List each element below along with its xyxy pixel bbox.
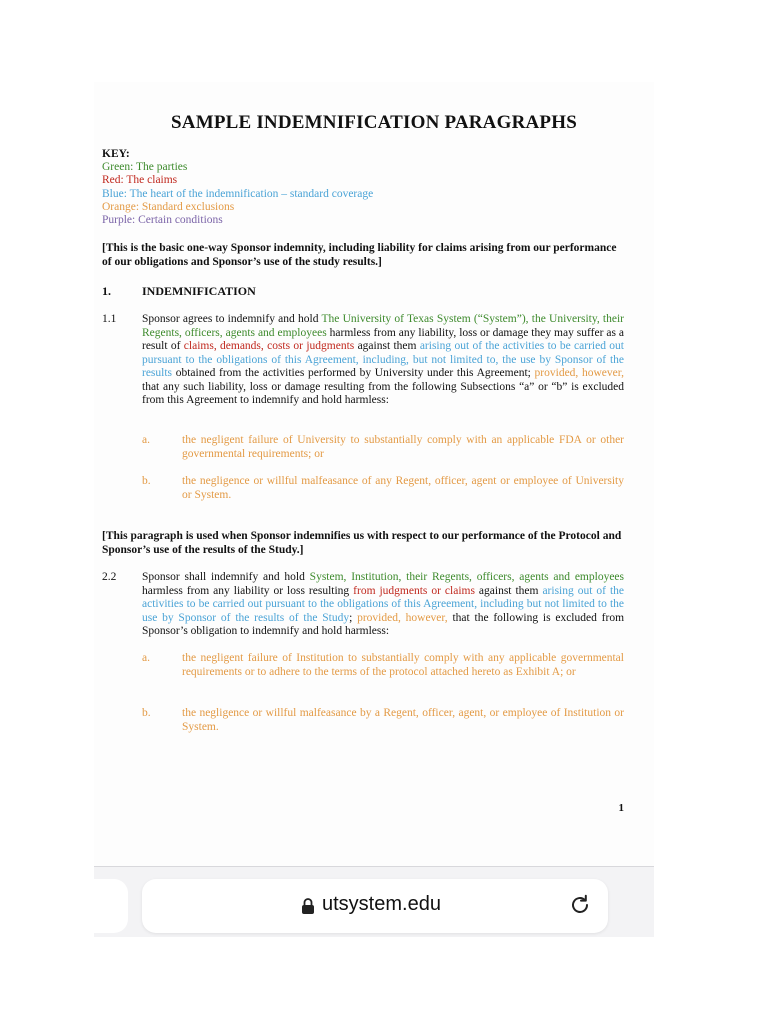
- lock-icon: [301, 897, 315, 915]
- paragraph-number: 1.1: [102, 313, 117, 325]
- subsection-text: the negligent failure of University to substantially comply with an applicable FDA or other governmental requirements; or: [182, 434, 624, 460]
- key-blue: Blue: The heart of the indemnification – standard coverage: [102, 187, 374, 200]
- paragraph-number: 2.2: [102, 571, 117, 583]
- exclusion-text: provided, however,: [357, 611, 448, 624]
- subsection-letter: b.: [142, 707, 151, 719]
- section-title: INDEMNIFICATION: [142, 284, 256, 298]
- previous-tab-stub[interactable]: [94, 879, 128, 933]
- paragraph-2-2: [102, 571, 624, 639]
- subsection-letter: a.: [142, 652, 150, 664]
- subsection-2-2-a: [142, 652, 624, 679]
- claims-text: claims, demands, costs or judgments: [183, 340, 355, 352]
- key-label: KEY:: [102, 148, 130, 160]
- section-number: 1.: [102, 284, 111, 298]
- note-one-way-indemnity: [This is the basic one-way Sponsor indemnity, including liability for claims arising from our performance of our obligations and Sponsor’s use of the study results.]: [102, 242, 617, 268]
- subsection-1-1-b: [142, 475, 624, 502]
- text-segment: that any such liability, loss or damage resulting from the following Subsections “a” or “b” is excluded from this Agreement to indemnify and hold harmless:: [142, 380, 624, 406]
- url-text: utsystem.edu: [322, 893, 441, 915]
- document-page: [94, 82, 654, 868]
- text-segment: harmless from any liability or loss resulting: [142, 584, 354, 597]
- document-title: SAMPLE INDEMNIFICATION PARAGRAPHS: [171, 112, 577, 133]
- text-segment: ;: [349, 611, 358, 624]
- subsection-letter: a.: [142, 434, 150, 446]
- exclusion-text: provided, however,: [534, 367, 624, 379]
- page-number: 1: [618, 802, 624, 814]
- key-red: Red: The claims: [102, 174, 178, 187]
- address-bar[interactable]: [142, 879, 608, 933]
- subsection-1-1-a: [142, 434, 624, 461]
- text-segment: Sponsor agrees to indemnify and hold: [142, 313, 322, 325]
- browser-toolbar: [94, 866, 654, 937]
- paragraph-1-1: [102, 313, 624, 408]
- coverage-text: arising out of the activities to be carried out pursuant to the obligations of this Agreement, including, but not limited to, the use by Sponsor of the results: [142, 340, 624, 379]
- section-heading: [102, 284, 256, 299]
- text-segment: Sponsor shall indemnify and hold: [142, 571, 310, 583]
- key-orange: Orange: Standard exclusions: [102, 200, 235, 213]
- subsection-text: the negligence or willful malfeasance of any Regent, officer, agent or employee of University or System.: [182, 475, 624, 501]
- note-protocol-indemnity: [This paragraph is used when Sponsor indemnifies us with respect to our performance of the Protocol and Sponsor’s use of the results of the Study.]: [102, 530, 622, 556]
- color-key: [102, 148, 373, 227]
- text-segment: harmless from any liability, loss or damage they may suffer as a result of: [142, 326, 624, 352]
- parties-text: The University of Texas System (“System”), the University, their Regents, officers, agents and employees: [142, 313, 625, 339]
- reload-icon[interactable]: [568, 893, 592, 917]
- subsection-letter: b.: [142, 475, 151, 487]
- parties-text: System, Institution, their Regents, officers, agents and employees: [309, 571, 624, 583]
- text-segment: that the following is excluded from Sponsor’s obligation to indemnify and hold harmless:: [142, 611, 625, 637]
- subsection-2-2-b: [142, 707, 624, 734]
- coverage-text: arising out of the activities to be carried out pursuant to the obligations of this Agreement, including but not limited to the use by Sponsor of the results of the Study: [142, 584, 624, 624]
- text-segment: against them: [474, 584, 543, 597]
- key-green: Green: The parties: [102, 161, 188, 174]
- subsection-text: the negligence or willful malfeasance by a Regent, officer, agent, or employee of Institution or System.: [182, 707, 624, 733]
- claims-text: from judgments or claims: [353, 584, 475, 597]
- subsection-text: the negligent failure of Institution to substantially comply with any applicable governmental requirements or to adhere to the terms of the protocol attached hereto as Exhibit A; or: [182, 652, 624, 678]
- key-purple: Purple: Certain conditions: [102, 214, 223, 227]
- text-segment: against them: [354, 340, 420, 352]
- text-segment: obtained from the activities performed by University under this Agreement;: [172, 367, 535, 379]
